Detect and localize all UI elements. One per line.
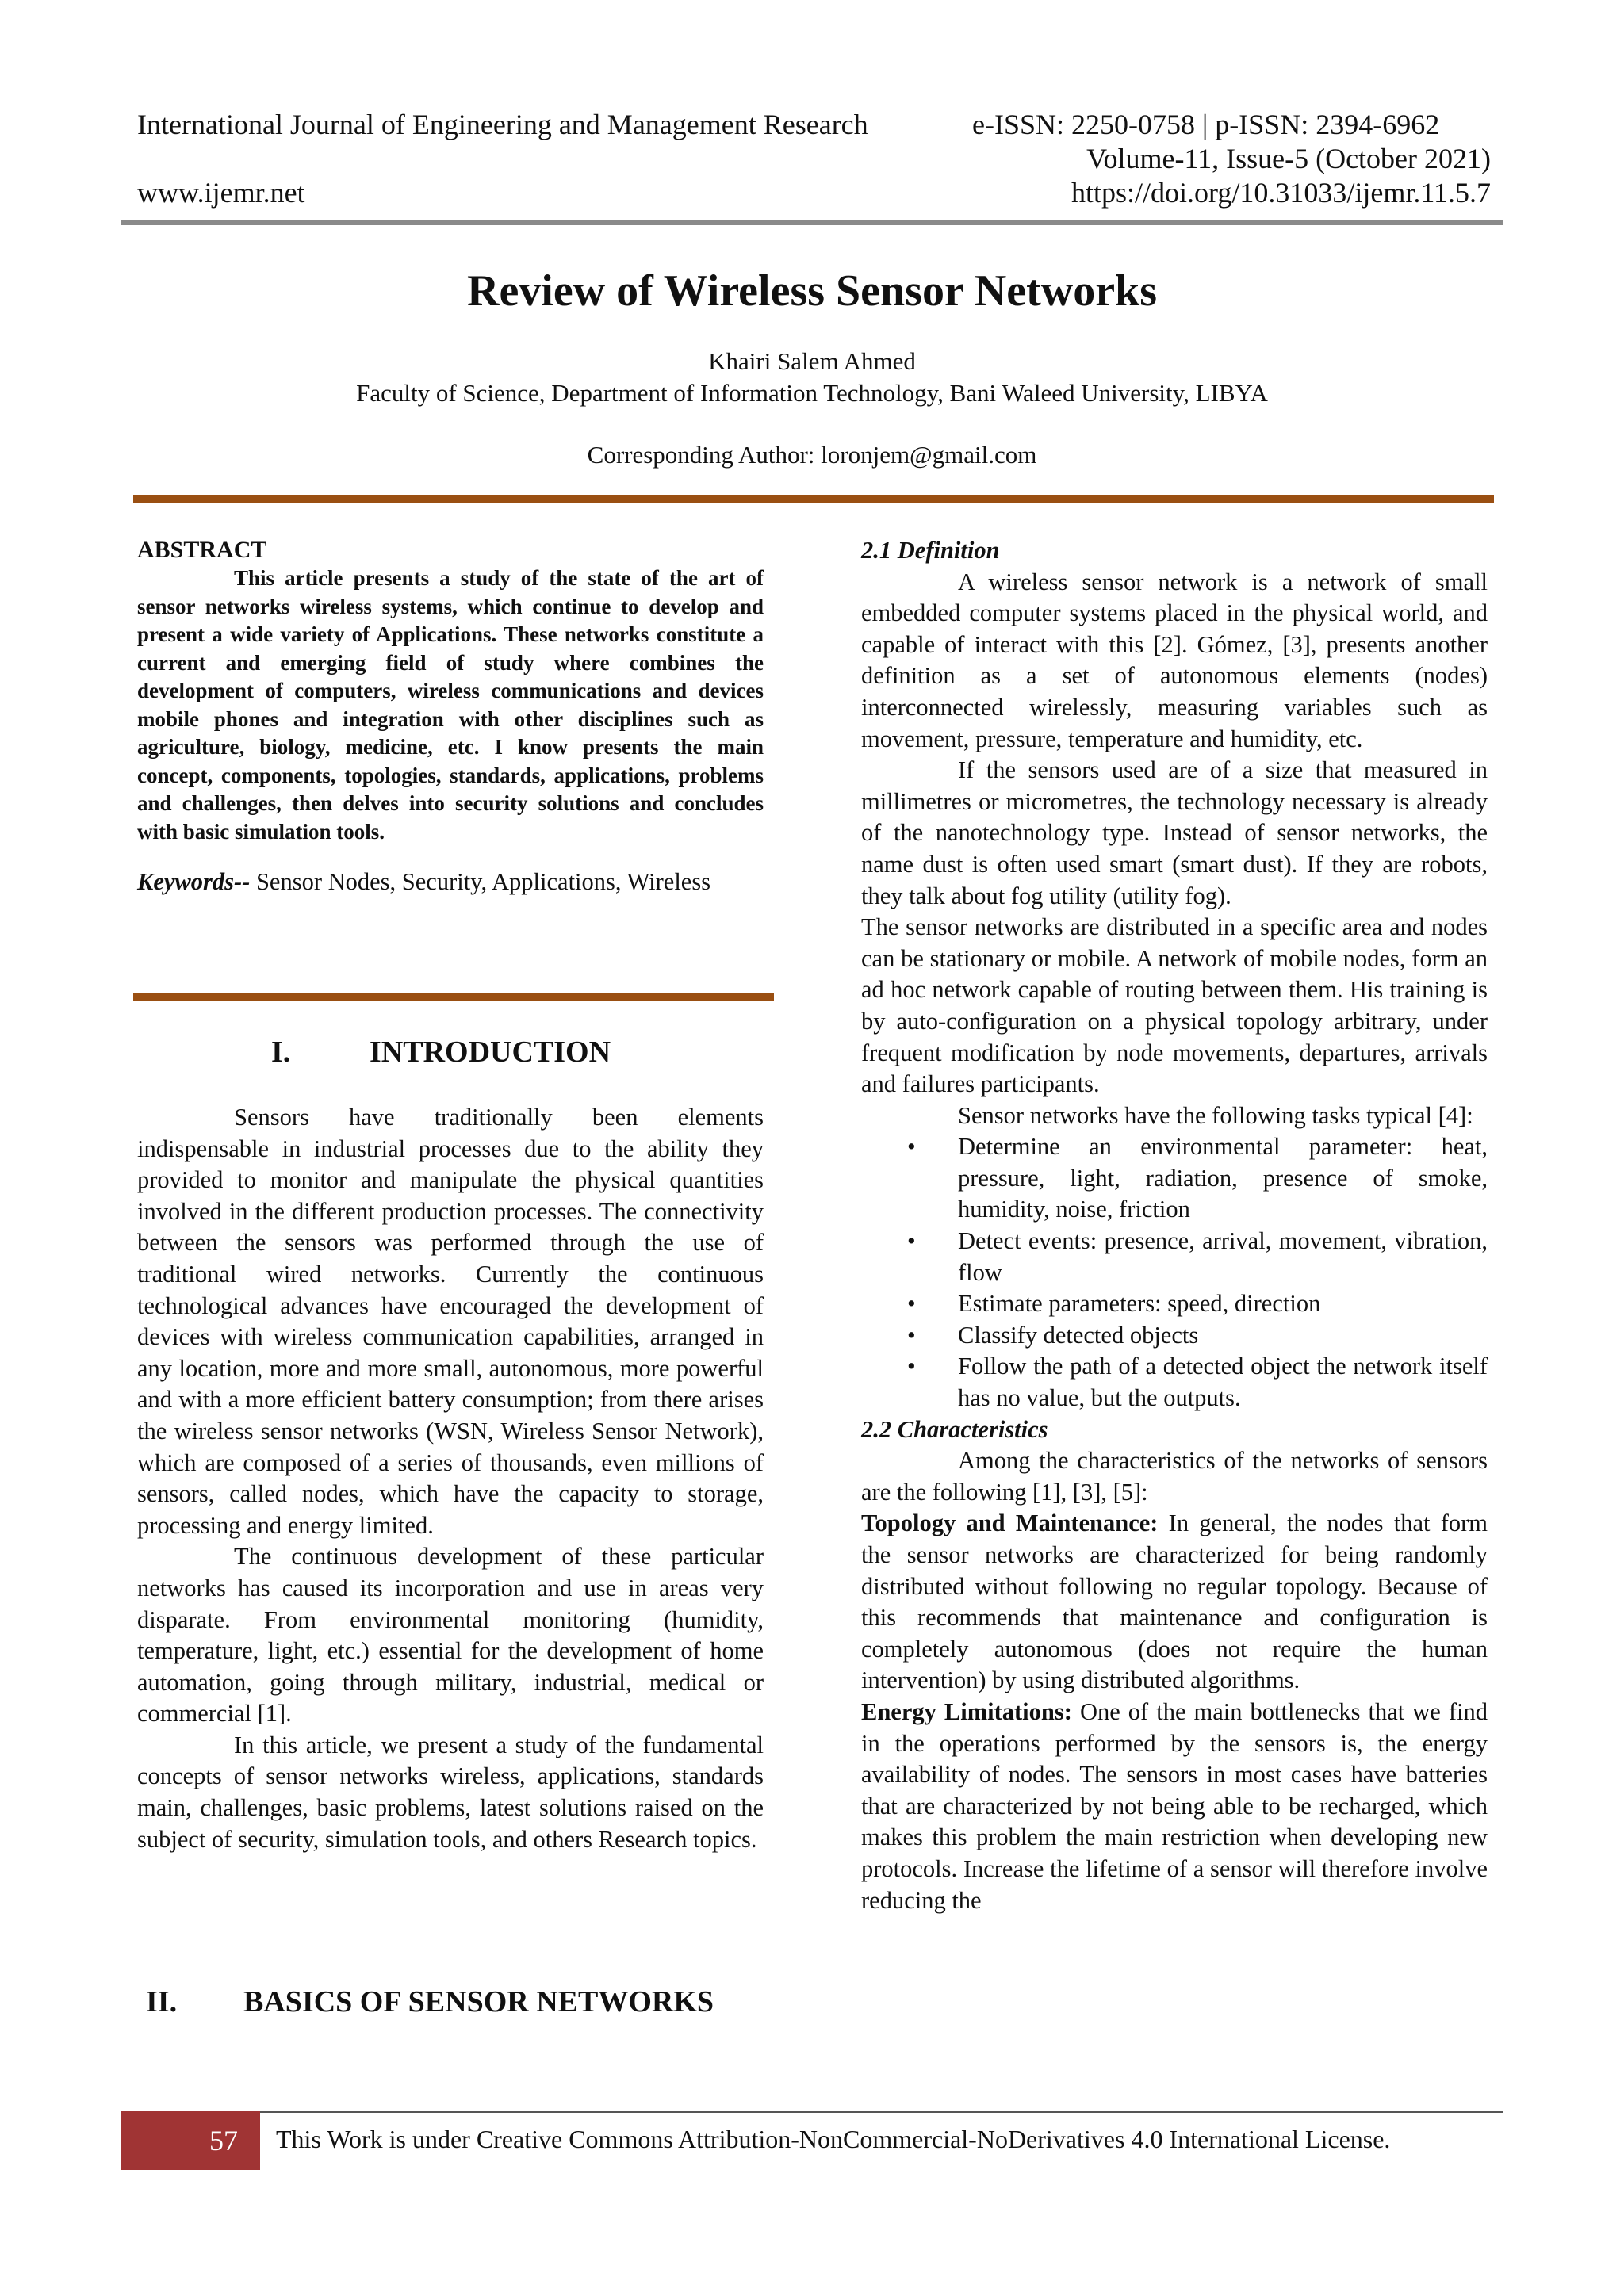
- title-rule: [133, 495, 1494, 503]
- characteristics-heading: 2.2 Characteristics: [861, 1415, 1048, 1443]
- doi-link[interactable]: https://doi.org/10.31033/ijemr.11.5.7: [1071, 177, 1491, 209]
- list-item: • Detect events: presence, arrival, movement, vibration, flow: [861, 1226, 1488, 1288]
- keywords: [137, 867, 764, 898]
- list-item: • Follow the path of a detected object the network itself has no value, but the outputs.: [861, 1351, 1488, 1414]
- list-item: • Classify detected objects: [861, 1320, 1488, 1352]
- definition-paragraph-3: The sensor networks are distributed in a specific area and nodes can be stationary or mobile. A network of mobile nodes, form an ad hoc network capable of routing between them. His training is by auto-configuration on a physical topology arbitrary, under frequent modification by node movements, departures, arrivals and failures participants.: [861, 913, 1488, 1098]
- abstract-heading: ABSTRACT: [137, 537, 267, 563]
- list-item: • Determine an environmental parameter: heat, pressure, light, radiation, presence of smoke, humidity, noise, friction: [861, 1131, 1488, 1226]
- section-2-number: II.: [146, 1985, 178, 2019]
- definition-paragraph-2: If the sensors used are of a size that measured in millimetres or micrometres, the technology necessary is already of the nanotechnology type. Instead of sensor networks, the name dust is often used smart (smart dust). If they are robots, they talk about fog utility (utility fog).: [861, 756, 1488, 909]
- definition-paragraph-1: A wireless sensor network is a network of small embedded computer systems placed in the physical world, and capable of interact with this [2]. Gómez, [3], presents another definition as a set of autonomous elements (nodes) interconnected wirelessly, measuring variables such as movement, pressure, temperature and humidity, etc.: [861, 568, 1488, 752]
- energy-label: Energy Limitations:: [861, 1697, 1072, 1725]
- right-column: [861, 535, 1488, 1916]
- list-item: • Estimate parameters: speed, direction: [861, 1288, 1488, 1320]
- keywords-list: Sensor Nodes, Security, Applications, Wireless: [250, 868, 711, 895]
- author-name: Khairi Salem Ahmed: [708, 347, 916, 375]
- tasks-list: [861, 1131, 1488, 1414]
- topology-paragraph: [861, 1508, 1488, 1697]
- topology-label: Topology and Maintenance:: [861, 1510, 1159, 1537]
- section-1-title: INTRODUCTION: [370, 1035, 611, 1069]
- energy-text: One of the main bottlenecks that we find in the operations performed by the sensors is, the energy availability of nodes. The sensors in most cases have batteries that are characterized by not being able to be recharged, which makes this problem the main restriction when developing new protocols. Increase the lifetime of a sensor will therefore involve reducing the: [861, 1697, 1488, 1914]
- section-1-number: I.: [271, 1035, 291, 1069]
- definition-paragraph-4: Sensor networks have the following tasks typical [4]:: [958, 1101, 1473, 1129]
- footer-rule: [260, 2111, 1503, 2113]
- issn: e-ISSN: 2250-0758 | p-ISSN: 2394-6962: [972, 109, 1440, 140]
- intro-paragraph-2: The continuous development of these particular networks has caused its incorporation and use in areas very disparate. From environmental monitoring (humidity, temperature, light, etc.) essential for the development of home automation, going through military, industrial, medical or commercial [1].: [137, 1543, 764, 1728]
- page-number: 57: [209, 2125, 238, 2156]
- characteristics-paragraph-1: Among the characteristics of the networks of sensors are the following [1], [3], [5]:: [861, 1447, 1488, 1506]
- intro-body: [137, 1102, 764, 1855]
- definition-heading: 2.1 Definition: [861, 537, 1000, 564]
- topology-text: In general, the nodes that form the sensor networks are characterized for being randomly distributed without following no regular topology. Because of this recommends that maintenance and configuration is completely autonomous (does not require the human intervention) by using distributed algorithms.: [861, 1510, 1488, 1694]
- abstract-text: This article presents a study of the state of the art of sensor networks wireless systems, which continue to develop and present a wide variety of Applications. These networks constitute a current and emerging field of study where combines the development of computers, wireless communications and devices mobile phones and integration with other disciplines such as agriculture, biology, medicine, etc. I know presents the main concept, components, topologies, standards, applications, problems and challenges, then delves into security solutions and concludes with basic simulation tools.: [137, 566, 764, 844]
- header-rule: [121, 220, 1503, 225]
- keywords-label: Keywords--: [137, 868, 251, 895]
- energy-paragraph: [861, 1697, 1488, 1916]
- intro-paragraph-1: Sensors have traditionally been elements indispensable in industrial processes due to the ability they provided to monitor and manipulate the physical quantities involved in the different production processes. The connectivity between the sensors was performed through the use of traditional wired networks. Currently the continuous technological advances have encouraged the development of devices with wireless communication capabilities, arranged in any location, more and more small, autonomous, more powerful and with a more efficient battery consumption; from there arises the wireless sensor networks (WSN, Wireless Sensor Network), which are composed of a series of thousands, even millions of sensors, called nodes, which have the capacity to storage, processing and energy limited.: [137, 1104, 764, 1539]
- abstract-rule: [133, 993, 774, 1001]
- paper-title: Review of Wireless Sensor Networks: [467, 266, 1157, 316]
- abstract-section: [137, 536, 764, 898]
- journal-website[interactable]: www.ijemr.net: [137, 177, 305, 209]
- affiliation: Faculty of Science, Department of Information Technology, Bani Waleed University, LIBYA: [356, 379, 1268, 407]
- license-notice: This Work is under Creative Commons Attribution-NonCommercial-NoDerivatives 4.0 International License.: [276, 2125, 1391, 2153]
- section-2-title: BASICS OF SENSOR NETWORKS: [243, 1985, 714, 2019]
- corresponding-author: Corresponding Author: loronjem@gmail.com: [587, 441, 1037, 469]
- journal-name: International Journal of Engineering and Management Research: [137, 109, 868, 140]
- intro-paragraph-3: In this article, we present a study of the fundamental concepts of sensor networks wireless, applications, standards main, challenges, basic problems, latest solutions raised on the subject of security, simulation tools, and others Research topics.: [137, 1731, 764, 1853]
- volume-issue: Volume-11, Issue-5 (October 2021): [1086, 143, 1491, 174]
